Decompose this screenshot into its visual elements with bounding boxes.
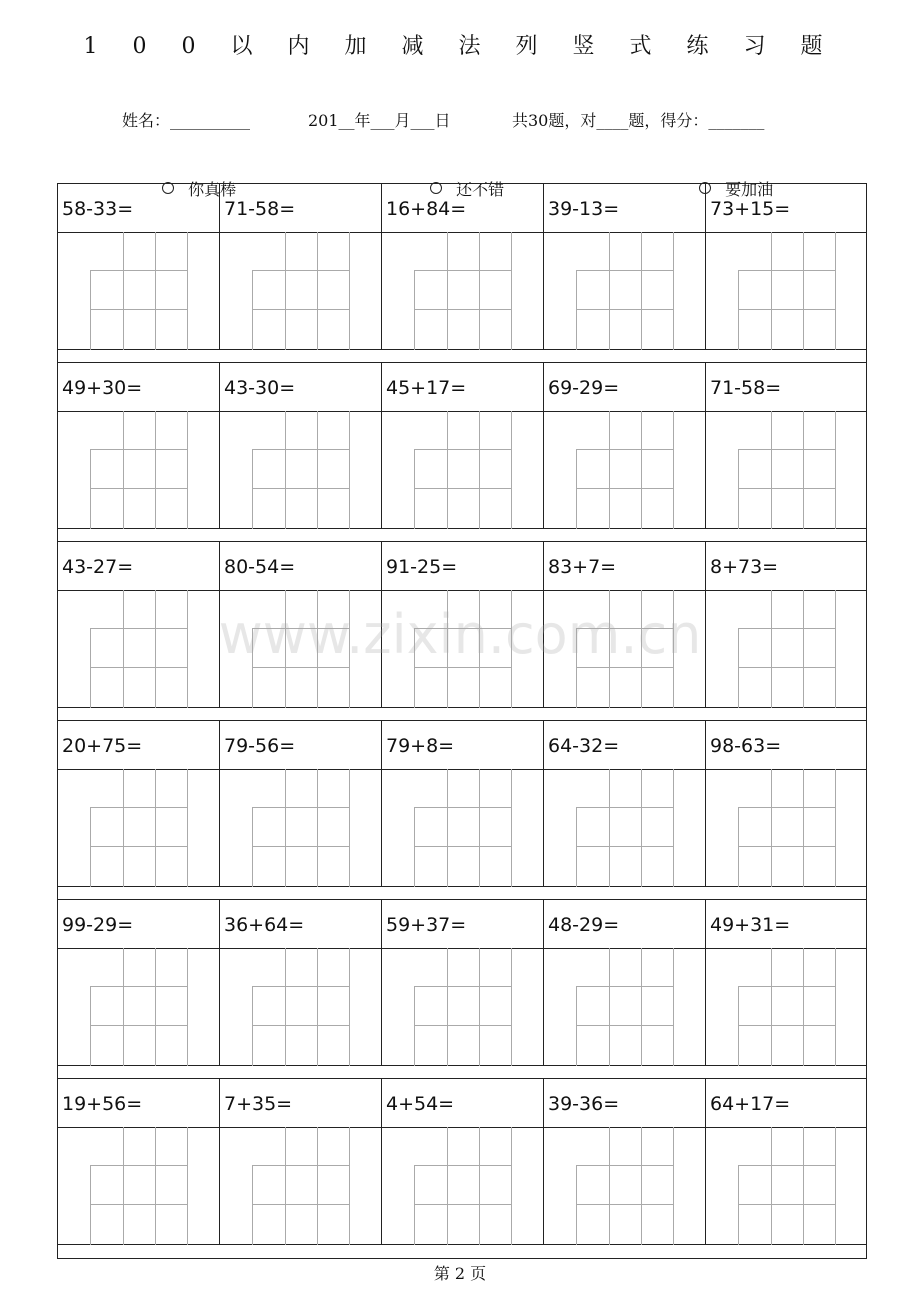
vertical-calc-box[interactable] [705,232,867,350]
guide-line [414,270,415,350]
problem-grid [57,183,867,1259]
guide-line [576,449,673,450]
guide-line [576,1204,673,1205]
guide-line [641,590,642,708]
guide-line [252,449,349,450]
row-separator [57,349,867,363]
vertical-calc-box[interactable] [381,590,543,708]
guide-line [187,590,188,708]
guide-line [252,667,349,668]
problem-cell [543,183,705,351]
problem-equation: 43-30= [219,362,381,412]
guide-line [511,232,512,350]
vertical-calc-box[interactable] [543,769,705,887]
vertical-calc-box[interactable] [57,1127,219,1245]
guide-line [90,309,187,310]
guide-line [349,1127,350,1245]
guide-line [738,986,835,987]
guide-line [414,1165,415,1245]
guide-line [90,1204,187,1205]
guide-line [90,488,187,489]
problem-cell [543,899,705,1067]
guide-line [252,1165,253,1245]
problem-equation: 71-58= [705,362,867,412]
date-field[interactable]: 201__年___月___日 [308,111,451,130]
guide-line [285,769,286,887]
row-separator [57,1065,867,1079]
problem-row [57,1078,867,1258]
guide-line [641,232,642,350]
guide-line [738,628,739,708]
rating-label: 还不错 [456,180,505,199]
problem-cell [381,183,543,351]
guide-line [738,986,739,1066]
guide-line [771,769,772,887]
row-separator [57,528,867,542]
guide-line [673,590,674,708]
guide-line [317,948,318,1066]
guide-line [511,590,512,708]
guide-line [285,1127,286,1245]
guide-line [285,232,286,350]
guide-line [252,1204,349,1205]
problem-equation: 73+15= [705,183,867,233]
vertical-calc-box[interactable] [705,411,867,529]
problem-row [57,183,867,363]
problem-equation: 8+73= [705,541,867,591]
problem-row [57,720,867,900]
problem-equation: 49+31= [705,899,867,949]
vertical-calc-box[interactable] [543,1127,705,1245]
guide-line [738,1204,835,1205]
problem-equation: 36+64= [219,899,381,949]
guide-line [252,488,349,489]
watermark: www.zixin.com.cn [218,603,702,666]
guide-line [252,807,349,808]
guide-line [771,411,772,529]
guide-line [285,411,286,529]
guide-line [738,449,739,529]
guide-line [447,1127,448,1245]
guide-line [252,986,253,1066]
problem-equation: 16+84= [381,183,543,233]
guide-line [252,1025,349,1026]
problem-equation: 19+56= [57,1078,219,1128]
guide-line [576,270,577,350]
guide-line [414,807,415,887]
guide-line [835,1127,836,1245]
problem-cell [57,362,219,530]
vertical-calc-box[interactable] [57,232,219,350]
problem-cell [57,541,219,709]
rating-option-try-harder[interactable] [689,154,774,199]
vertical-calc-box[interactable] [57,948,219,1066]
vertical-calc-box[interactable] [381,769,543,887]
guide-line [90,449,91,529]
problem-equation: 83+7= [543,541,705,591]
guide-line [155,769,156,887]
guide-line [414,270,511,271]
guide-line [738,1165,835,1166]
guide-line [155,590,156,708]
guide-line [771,948,772,1066]
problem-equation: 7+35= [219,1078,381,1128]
problem-equation: 64+17= [705,1078,867,1128]
guide-line [479,948,480,1066]
vertical-calc-box[interactable] [705,590,867,708]
guide-line [90,846,187,847]
guide-line [479,590,480,708]
row-separator [57,886,867,900]
guide-line [738,628,835,629]
guide-line [803,411,804,529]
rating-label: 你真棒 [188,180,237,199]
guide-line [738,270,835,271]
guide-line [317,769,318,887]
problem-cell [219,183,381,351]
guide-line [641,411,642,529]
guide-line [252,270,253,350]
guide-line [252,846,349,847]
guide-line [414,667,511,668]
guide-line [252,1165,349,1166]
guide-line [511,769,512,887]
guide-line [576,270,673,271]
vertical-calc-box[interactable] [381,411,543,529]
problem-equation: 69-29= [543,362,705,412]
guide-line [576,807,673,808]
guide-line [90,807,187,808]
guide-line [285,590,286,708]
guide-line [738,667,835,668]
guide-line [738,449,835,450]
guide-line [155,948,156,1066]
guide-line [155,1127,156,1245]
problem-equation: 43-27= [57,541,219,591]
problem-equation: 98-63= [705,720,867,770]
problem-row [57,362,867,542]
problem-cell [219,720,381,888]
guide-line [609,411,610,529]
guide-line [187,232,188,350]
guide-line [414,846,511,847]
vertical-calc-box[interactable] [543,948,705,1066]
guide-line [835,590,836,708]
guide-line [738,807,739,887]
problem-cell [381,899,543,1067]
guide-line [414,1204,511,1205]
guide-line [90,986,187,987]
guide-line [738,1165,739,1245]
guide-line [738,270,739,350]
guide-line [252,807,253,887]
score-field[interactable]: 共30题，对____题，得分：_______ [512,111,765,130]
guide-line [90,449,187,450]
guide-line [576,309,673,310]
guide-line [673,1127,674,1245]
guide-line [90,1165,91,1245]
guide-line [252,449,253,529]
guide-line [447,590,448,708]
grid-bottom-border [57,1244,867,1259]
guide-line [414,1165,511,1166]
guide-line [349,948,350,1066]
guide-line [317,411,318,529]
problem-cell [57,183,219,351]
problem-cell [381,541,543,709]
guide-line [414,986,511,987]
problem-row [57,899,867,1079]
guide-line [252,309,349,310]
guide-line [285,948,286,1066]
guide-line [641,948,642,1066]
guide-line [673,232,674,350]
guide-line [835,948,836,1066]
problem-equation: 59+37= [381,899,543,949]
guide-line [835,232,836,350]
guide-line [479,769,480,887]
guide-line [155,232,156,350]
guide-line [835,411,836,529]
guide-line [123,590,124,708]
guide-line [609,1127,610,1245]
guide-line [349,411,350,529]
guide-line [90,807,91,887]
guide-line [317,1127,318,1245]
guide-line [511,948,512,1066]
guide-line [155,411,156,529]
vertical-calc-box[interactable] [705,948,867,1066]
problem-cell [57,1078,219,1246]
guide-line [252,628,253,708]
guide-line [414,628,415,708]
guide-line [771,1127,772,1245]
guide-line [123,1127,124,1245]
guide-line [187,769,188,887]
problem-cell [705,183,867,351]
guide-line [187,411,188,529]
guide-line [414,986,415,1066]
problem-cell [219,1078,381,1246]
guide-line [576,667,673,668]
problem-equation: 71-58= [219,183,381,233]
problem-equation: 39-13= [543,183,705,233]
guide-line [414,1025,511,1026]
guide-line [187,1127,188,1245]
guide-line [349,232,350,350]
problem-cell [381,362,543,530]
problem-cell [543,362,705,530]
page-title: 1 0 0 以 内 加 减 法 列 竖 式 练 习 题 [83,34,837,59]
rating-option-great[interactable] [152,154,237,199]
guide-line [641,769,642,887]
row-separator [57,707,867,721]
guide-line [252,270,349,271]
guide-line [803,1127,804,1245]
guide-line [447,232,448,350]
guide-line [673,769,674,887]
guide-line [447,948,448,1066]
guide-line [771,232,772,350]
guide-line [447,769,448,887]
guide-line [576,986,577,1066]
problem-equation: 49+30= [57,362,219,412]
guide-line [738,807,835,808]
problem-cell [57,720,219,888]
problem-row [57,541,867,721]
guide-line [414,628,511,629]
guide-line [576,1025,673,1026]
guide-line [673,411,674,529]
problem-cell [705,1078,867,1246]
vertical-calc-box[interactable] [57,769,219,887]
vertical-calc-box[interactable] [219,590,381,708]
problem-equation: 58-33= [57,183,219,233]
guide-line [576,807,577,887]
vertical-calc-box[interactable] [543,232,705,350]
guide-line [414,807,511,808]
guide-line [479,232,480,350]
vertical-calc-box[interactable] [57,411,219,529]
guide-line [609,590,610,708]
vertical-calc-box[interactable] [219,769,381,887]
guide-line [90,1165,187,1166]
guide-line [576,986,673,987]
guide-line [803,948,804,1066]
problem-equation: 79+8= [381,720,543,770]
guide-line [738,488,835,489]
guide-line [349,590,350,708]
guide-line [803,232,804,350]
problem-equation: 20+75= [57,720,219,770]
guide-line [803,769,804,887]
vertical-calc-box[interactable] [543,411,705,529]
guide-line [252,628,349,629]
guide-line [90,270,187,271]
guide-line [576,488,673,489]
vertical-calc-box[interactable] [219,948,381,1066]
page-number: 第 2 页 [433,1264,487,1283]
guide-line [90,667,187,668]
guide-line [609,948,610,1066]
problem-equation: 48-29= [543,899,705,949]
guide-line [511,1127,512,1245]
problem-cell [543,720,705,888]
guide-line [317,232,318,350]
problem-cell [57,899,219,1067]
problem-cell [705,541,867,709]
guide-line [576,846,673,847]
problem-cell [219,899,381,1067]
guide-line [738,846,835,847]
problem-equation: 4+54= [381,1078,543,1128]
guide-line [90,628,91,708]
guide-line [123,769,124,887]
guide-line [609,232,610,350]
guide-line [835,769,836,887]
vertical-calc-box[interactable] [705,1127,867,1245]
problem-cell [381,1078,543,1246]
problem-equation: 45+17= [381,362,543,412]
guide-line [447,411,448,529]
problem-cell [543,1078,705,1246]
problem-cell [381,720,543,888]
problem-equation: 79-56= [219,720,381,770]
guide-line [479,411,480,529]
guide-line [738,1025,835,1026]
guide-line [414,449,511,450]
guide-line [90,270,91,350]
vertical-calc-box[interactable] [543,590,705,708]
problem-cell [705,720,867,888]
vertical-calc-box[interactable] [219,232,381,350]
vertical-calc-box[interactable] [381,948,543,1066]
guide-line [511,411,512,529]
guide-line [414,449,415,529]
guide-line [576,628,577,708]
problem-equation: 39-36= [543,1078,705,1128]
guide-line [803,590,804,708]
guide-line [576,1165,577,1245]
guide-line [90,986,91,1066]
guide-line [479,1127,480,1245]
guide-line [609,769,610,887]
vertical-calc-box[interactable] [381,232,543,350]
problem-cell [543,541,705,709]
vertical-calc-box[interactable] [219,411,381,529]
guide-line [673,948,674,1066]
problem-cell [705,362,867,530]
guide-line [317,590,318,708]
vertical-calc-box[interactable] [57,590,219,708]
guide-line [90,1025,187,1026]
guide-line [414,309,511,310]
guide-line [349,769,350,887]
guide-line [738,309,835,310]
guide-line [123,232,124,350]
name-field[interactable]: 姓名：__________ [122,111,251,130]
guide-line [90,628,187,629]
vertical-calc-box[interactable] [705,769,867,887]
rating-label: 要加油 [725,180,774,199]
guide-line [576,628,673,629]
guide-line [252,986,349,987]
guide-line [641,1127,642,1245]
problem-cell [219,362,381,530]
problem-equation: 91-25= [381,541,543,591]
problem-cell [705,899,867,1067]
vertical-calc-box[interactable] [381,1127,543,1245]
guide-line [576,1165,673,1166]
guide-line [771,590,772,708]
guide-line [187,948,188,1066]
guide-line [123,948,124,1066]
problem-equation: 80-54= [219,541,381,591]
guide-line [123,411,124,529]
problem-equation: 99-29= [57,899,219,949]
vertical-calc-box[interactable] [219,1127,381,1245]
rating-option-good[interactable] [420,154,505,199]
problem-cell [219,541,381,709]
guide-line [576,449,577,529]
guide-line [414,488,511,489]
problem-equation: 64-32= [543,720,705,770]
